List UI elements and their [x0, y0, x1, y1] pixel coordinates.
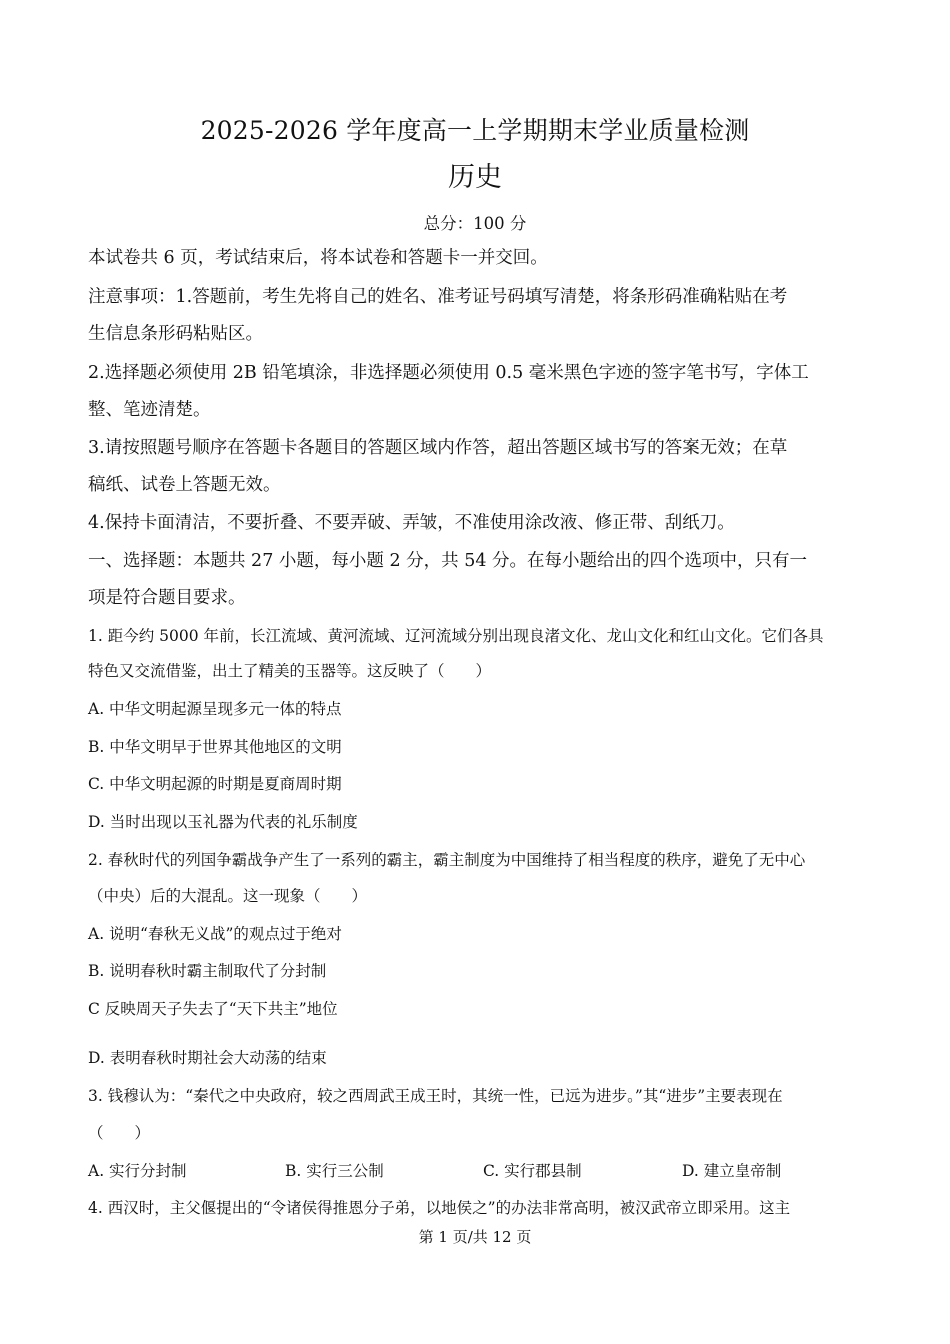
- question-2-option-a: A. 说明“春秋无义战”的观点过于绝对: [88, 925, 342, 943]
- question-3-option-c: C. 实行郡县制: [483, 1162, 582, 1180]
- question-2-option-c: C 反映周天子失去了“天下共主”地位: [88, 1000, 338, 1018]
- question-3-stem-line1: 3. 钱穆认为：“秦代之中央政府，较之西周武王成王时，其统一性，已远为进步。”其“进步”主要表现在: [88, 1087, 783, 1105]
- instruction-item2-line1: 2.选择题必须使用 2B 铅笔填涂，非选择题必须使用 0.5 毫米黑色字迹的签字笔书写，字体工: [88, 363, 809, 383]
- question-1-stem-line1: 1. 距今约 5000 年前，长江流域、黄河流域、辽河流域分别出现良渚文化、龙山文化和红山文化。它们各具: [88, 627, 824, 645]
- question-3-option-b: B. 实行三公制: [285, 1162, 384, 1180]
- question-1-option-c: C. 中华文明起源的时期是夏商周时期: [88, 775, 342, 793]
- instruction-item4: 4.保持卡面清洁，不要折叠、不要弄破、弄皱，不准使用涂改液、修正带、刮纸刀。: [88, 513, 735, 533]
- exam-title: 2025-2026 学年度高一上学期期末学业质量检测: [200, 116, 750, 145]
- question-3-option-a: A. 实行分封制: [88, 1162, 187, 1180]
- section-heading-line2: 项是符合题目要求。: [88, 588, 246, 608]
- instruction-item3-line2: 稿纸、试卷上答题无效。: [88, 475, 281, 495]
- instruction-intro: 本试卷共 6 页，考试结束后，将本试卷和答题卡一并交回。: [88, 248, 548, 268]
- question-1-option-b: B. 中华文明早于世界其他地区的文明: [88, 738, 342, 756]
- question-2-option-b: B. 说明春秋时霸主制取代了分封制: [88, 962, 327, 980]
- question-2-option-d: D. 表明春秋时期社会大动荡的结束: [88, 1049, 327, 1067]
- question-2-stem-line2: （中央）后的大混乱。这一现象（ ）: [88, 887, 368, 905]
- instruction-item3-line1: 3.请按照题号顺序在答题卡各题目的答题区域内作答，超出答题区域书写的答案无效；在草: [88, 438, 788, 458]
- subject-title: 历史: [448, 162, 502, 193]
- page-footer: 第 1 页/共 12 页: [418, 1228, 532, 1246]
- instruction-note-line1: 注意事项：1.答题前，考生先将自己的姓名、准考证号码填写清楚，将条形码准确粘贴在考: [88, 287, 788, 307]
- question-1-stem-line2: 特色又交流借鉴，出土了精美的玉器等。这反映了（ ）: [88, 662, 492, 680]
- question-1-option-d: D. 当时出现以玉礼器为代表的礼乐制度: [88, 813, 358, 831]
- instruction-note-line2: 生信息条形码粘贴区。: [88, 324, 263, 344]
- question-2-stem-line1: 2. 春秋时代的列国争霸战争产生了一系列的霸主，霸主制度为中国维持了相当程度的秩序，避免了无中心: [88, 851, 806, 869]
- question-4-stem-line1: 4. 西汉时，主父偃提出的“令诸侯得推恩分子弟，以地侯之”的办法非常高明，被汉武帝立即采用。这主: [88, 1199, 791, 1217]
- instruction-item2-line2: 整、笔迹清楚。: [88, 400, 211, 420]
- question-3-stem-line2: （ ）: [88, 1124, 151, 1142]
- total-score: 总分：100 分: [423, 214, 527, 233]
- question-3-option-d: D. 建立皇帝制: [682, 1162, 782, 1180]
- section-heading-line1: 一、选择题：本题共 27 小题，每小题 2 分，共 54 分。在每小题给出的四个选项中，只有一: [88, 551, 808, 571]
- question-1-option-a: A. 中华文明起源呈现多元一体的特点: [88, 700, 342, 718]
